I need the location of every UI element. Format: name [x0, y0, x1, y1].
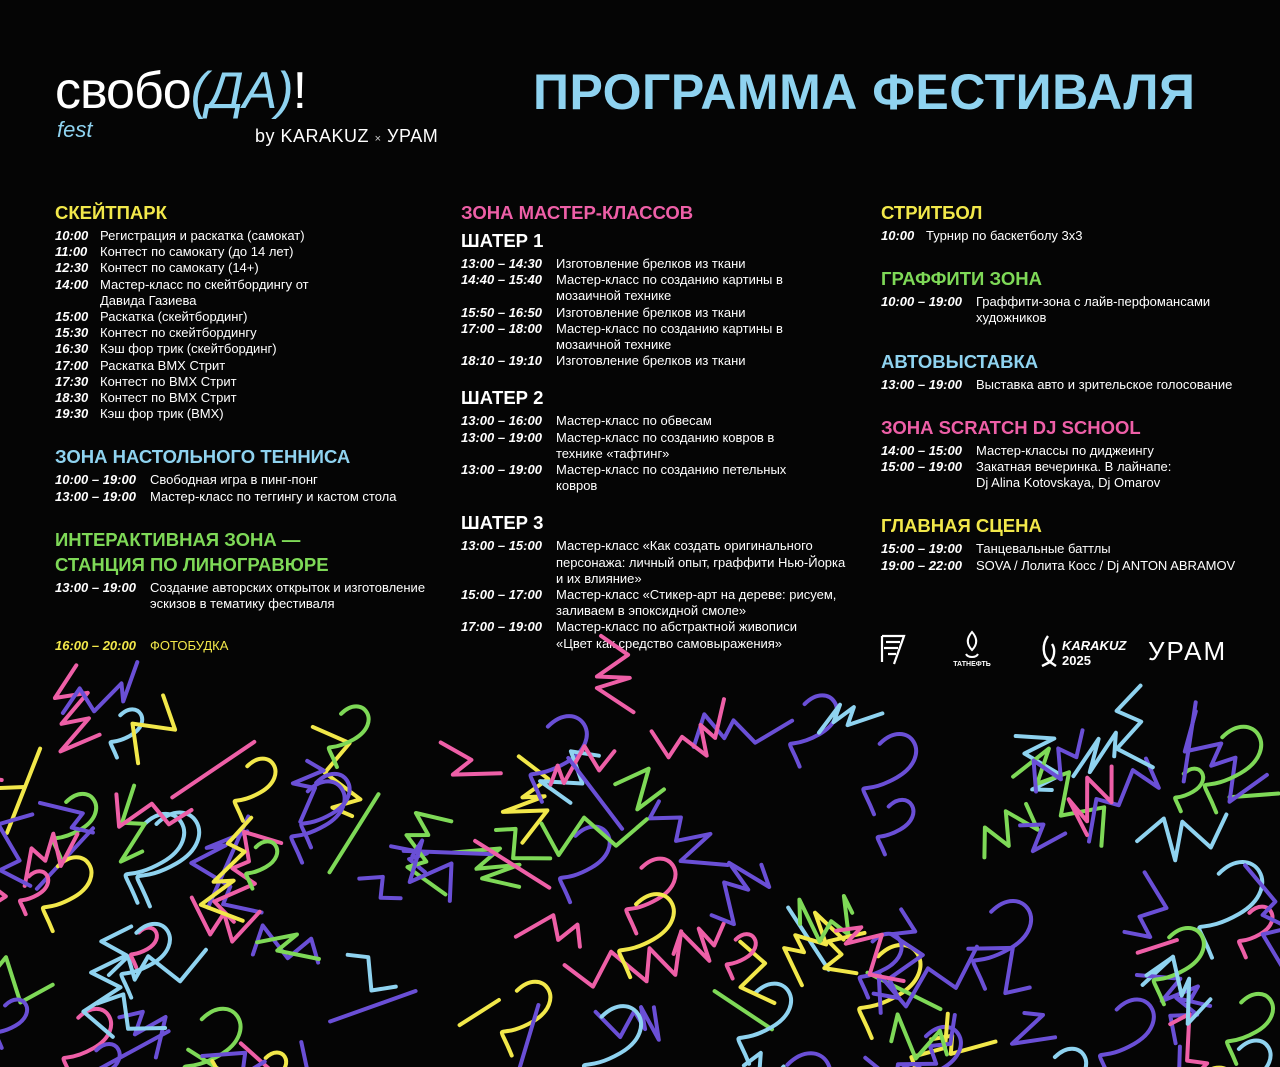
tatneft-logo — [948, 628, 996, 670]
section-title-interactive — [55, 527, 450, 577]
tent3-schedule — [461, 538, 866, 651]
schedule-row — [55, 489, 450, 505]
description: Контест по BMX Стрит — [100, 390, 237, 406]
logo-word2: (ДА) — [190, 62, 293, 120]
schedule-row — [881, 228, 1271, 244]
schedule-row — [461, 413, 866, 429]
tent2-schedule — [461, 413, 866, 494]
description: Раскатка BMX Стрит — [100, 357, 226, 373]
mainstage-schedule — [881, 541, 1271, 573]
time: 15:00 – 19:00 — [881, 541, 962, 557]
doodle-stroke — [63, 1009, 111, 1067]
section-title-mainstage: ГЛАВНАЯ СЦЕНА — [881, 515, 1042, 537]
description: Граффити-зона с лайв-перфомансами художников — [976, 294, 1211, 326]
schedule-row — [881, 377, 1271, 393]
section-title-tennis: ЗОНА НАСТОЛЬНОГО ТЕННИСА — [55, 446, 351, 468]
time: 17:00 – 18:00 — [461, 320, 542, 336]
republic-emblem-icon — [878, 628, 910, 668]
time: 18:30 — [55, 390, 89, 406]
description: Выставка авто и зрительское голосование — [976, 376, 1233, 392]
time: 13:00 – 14:30 — [461, 256, 542, 271]
doodle-stroke — [973, 901, 1031, 989]
time: 13:00 – 16:00 — [461, 413, 542, 429]
tatneft-text: ТАТНЕФТЬ — [953, 661, 991, 668]
doodle-stroke — [859, 945, 920, 1038]
doodle-stroke — [126, 814, 185, 903]
description: Мастер-класс по созданию картины в мозаичной технике — [556, 272, 783, 304]
autoshow-schedule — [881, 377, 1271, 393]
graffiti-schedule — [881, 294, 1271, 326]
schedule-row — [55, 244, 450, 260]
festival-logo — [55, 60, 439, 150]
time: 10:00 – 19:00 — [881, 294, 962, 310]
description: Мастер-класс по созданию картины в мозаичной технике — [556, 320, 783, 353]
karakuz-text: KARAKUZ — [1062, 638, 1127, 653]
doodle-stroke — [740, 942, 774, 1003]
doodle-stroke — [712, 863, 770, 924]
time: 13:00 – 19:00 — [461, 462, 542, 478]
doodle-stroke — [0, 1000, 27, 1048]
doodle-stroke — [330, 991, 416, 1022]
time: 10:00 — [881, 228, 915, 243]
time: 18:10 – 19:10 — [461, 353, 542, 369]
time: 13:00 – 19:00 — [881, 376, 962, 392]
time: 15:00 — [55, 309, 89, 325]
description: Мастер-класс по обвесам — [556, 413, 712, 429]
tent-title: ШАТЕР 2 — [461, 387, 544, 409]
schedule-row — [461, 430, 866, 462]
time: 16:30 — [55, 341, 89, 357]
doodle-stroke — [516, 915, 580, 947]
time: 17:30 — [55, 373, 89, 389]
description: Контест по скейтбордингу — [100, 325, 257, 341]
time: 12:30 — [55, 260, 89, 276]
schedule-row — [461, 305, 866, 321]
column-left — [55, 200, 450, 654]
doodle-stroke — [1175, 769, 1203, 812]
description: Мастер-класс по абстрактной живописи «Цвет как средство самовыражения» — [556, 619, 797, 651]
description: Контест по самокату (до 14 лет) — [100, 244, 294, 260]
title-line: СТАНЦИЯ ПО ЛИНОГРАВЮРЕ — [55, 553, 329, 575]
description: Контест по самокату (14+) — [100, 260, 259, 276]
schedule-row — [461, 587, 866, 619]
schedule-row — [881, 459, 1271, 491]
description: Изготовление брелков из ткани — [556, 304, 746, 320]
time: 13:00 – 19:00 — [55, 488, 136, 504]
doodle-stroke — [0, 885, 6, 962]
schedule-row — [55, 358, 450, 374]
schedule-row — [55, 309, 450, 325]
description: SOVA / Лолита Косс / Dj ANTON ABRAMOV — [976, 557, 1236, 573]
schedule-row — [461, 619, 866, 651]
doodle-stroke — [348, 955, 396, 991]
doodle-stroke — [650, 801, 728, 865]
column-right — [881, 200, 1271, 574]
doodle-stroke — [441, 743, 501, 775]
logo-fest: fest — [57, 117, 93, 142]
schedule-row — [55, 374, 450, 390]
description: Изготовление брелков из ткани — [556, 256, 746, 271]
interactive-schedule — [55, 580, 450, 612]
time: 15:00 – 17:00 — [461, 587, 542, 603]
doodle-stroke — [1100, 1000, 1154, 1067]
schedule-row — [881, 541, 1271, 557]
time: 14:40 – 15:40 — [461, 272, 542, 288]
logo-times: × — [374, 133, 382, 145]
sponsor-logos — [878, 628, 1238, 672]
time: 17:00 — [55, 357, 89, 373]
section-title-graffiti: ГРАФФИТИ ЗОНА — [881, 268, 1042, 290]
section-title-streetball: СТРИТБОЛ — [881, 202, 983, 223]
schedule-row — [461, 538, 866, 587]
tent-title: ШАТЕР 3 — [461, 512, 544, 534]
doodle-stroke — [1138, 940, 1177, 953]
doodle-stroke — [0, 717, 2, 780]
doodle-stroke — [984, 804, 1037, 857]
doodle-stroke — [652, 699, 724, 757]
doodle-stroke — [235, 759, 276, 821]
description: Турнир по баскетболу 3х3 — [926, 228, 1083, 243]
doodle-stroke — [1012, 1013, 1055, 1044]
schedule-row — [461, 321, 866, 353]
schedule-row — [55, 228, 450, 244]
description: Мастер-класс по созданию петельных ковров — [556, 462, 787, 494]
schedule-row — [55, 277, 450, 309]
tennis-schedule — [55, 472, 450, 504]
doodle-stroke — [1041, 1049, 1086, 1067]
schedule-row — [55, 341, 450, 357]
description: Танцевальные баттлы — [976, 541, 1111, 557]
schedule-row — [55, 390, 450, 406]
time: 13:00 – 19:00 — [461, 429, 542, 445]
doodle-stroke — [0, 746, 25, 788]
description: Кэш фор трик (BMX) — [100, 406, 224, 422]
decorative-doodle-pattern — [0, 708, 1280, 1067]
doodle-stroke — [246, 841, 277, 888]
time: 10:00 – 19:00 — [55, 472, 136, 488]
logo-partner1: KARAKUZ — [280, 126, 370, 146]
doodle-stroke — [517, 1005, 539, 1067]
time: 14:00 — [55, 276, 89, 292]
doodle-stroke — [1117, 686, 1153, 768]
time: 15:50 – 16:50 — [461, 304, 542, 320]
logo-word1: свобо — [55, 62, 191, 120]
logo-by: by — [255, 126, 276, 146]
photobooth — [55, 638, 450, 654]
dj-schedule — [881, 443, 1271, 492]
doodle-stroke — [1020, 825, 1065, 852]
schedule-row — [55, 638, 450, 654]
doodle-stroke — [568, 758, 622, 829]
description: Закатная вечеринка. В лайнапе: Dj Alina Kotovskaya, Dj Omarov — [976, 459, 1172, 491]
section-title-dj: ЗОНА SCRATCH DJ SCHOOL — [881, 416, 1141, 438]
time: 10:00 — [55, 228, 89, 243]
schedule-row — [881, 558, 1271, 574]
section-title-masterclasses: ЗОНА МАСТЕР-КЛАССОВ — [461, 202, 694, 223]
schedule-row — [881, 294, 1271, 326]
doodle-stroke — [1125, 872, 1167, 937]
time: 15:00 – 19:00 — [881, 459, 962, 475]
time: 13:00 – 19:00 — [55, 579, 136, 595]
doodle-stroke — [172, 742, 254, 798]
description: Раскатка (скейтбординг) — [100, 309, 248, 325]
schedule-row — [881, 443, 1271, 459]
tent1-schedule — [461, 256, 866, 369]
doodle-stroke — [0, 957, 53, 1002]
schedule-row — [55, 260, 450, 276]
doodle-stroke — [878, 800, 914, 855]
time: 17:00 – 19:00 — [461, 619, 542, 635]
doodle-stroke — [1105, 1047, 1180, 1067]
schedule-row — [55, 406, 450, 422]
section-title-autoshow: АВТОВЫСТАВКА — [881, 350, 1039, 372]
description: Мастер-класс по теггингу и кастом стола — [150, 488, 397, 504]
description: Мастер-класс по скейтбордингу от Давида Газиева — [100, 276, 309, 308]
logo-byline — [255, 126, 438, 149]
doodle-stroke — [1227, 994, 1273, 1064]
column-middle — [461, 200, 866, 652]
karakuz-year: 2025 — [1062, 653, 1091, 668]
time: 14:00 – 15:00 — [881, 442, 962, 458]
description: Мастер-класс «Как создать оригинального персонажа: личный опыт, граффити Нью-Йорка и их влияние» — [556, 538, 846, 586]
tent-title: ШАТЕР 1 — [461, 230, 544, 251]
description: Свободная игра в пинг-понг — [150, 472, 318, 488]
description: ФОТОБУДКА — [150, 638, 229, 654]
description: Мастер-класс по созданию ковров в технике «тафтинг» — [556, 429, 775, 461]
time: 13:00 – 15:00 — [461, 538, 542, 554]
doodle-stroke — [1137, 815, 1226, 861]
time: 19:30 — [55, 406, 89, 422]
logo-partner2: УРАМ — [387, 126, 439, 146]
title-line: ИНТЕРАКТИВНАЯ ЗОНА — — [55, 528, 301, 550]
page-title: ПРОГРАММА ФЕСТИВАЛЯ — [533, 64, 1196, 120]
description: Кэш фор трик (скейтбординг) — [100, 341, 277, 357]
schedule-row — [461, 353, 866, 369]
karakuz-logo — [1038, 628, 1127, 672]
description: Изготовление брелков из ткани — [556, 353, 746, 369]
time: 16:00 – 20:00 — [55, 638, 136, 654]
streetball-schedule — [881, 228, 1271, 244]
schedule-row — [461, 256, 866, 272]
schedule-row — [55, 580, 450, 612]
schedule-row — [461, 462, 866, 494]
description: Мастер-классы по диджеингу — [976, 442, 1154, 458]
doodle-stroke — [43, 857, 92, 931]
logo-wordmark — [55, 60, 306, 122]
doodle-stroke — [768, 1053, 830, 1067]
doodle-stroke — [359, 877, 400, 898]
time: 11:00 — [55, 244, 88, 260]
skatepark-schedule — [55, 228, 450, 422]
section-title-skatepark: СКЕЙТПАРК — [55, 202, 167, 223]
doodle-stroke — [460, 1000, 499, 1025]
doodle-stroke — [184, 1009, 240, 1067]
description: Мастер-класс «Стикер-арт на дереве: рисуем, заливаем в эпоксидной смоле» — [556, 587, 837, 619]
schedule-row — [55, 325, 450, 341]
description: Контест по BMX Стрит — [100, 373, 237, 389]
doodle-stroke — [560, 827, 610, 903]
uram-logo — [1146, 628, 1236, 672]
time: 15:30 — [55, 325, 89, 341]
schedule-row — [55, 472, 450, 488]
doodle-stroke — [790, 695, 837, 766]
schedule-row — [461, 272, 866, 304]
doodle-stroke — [542, 818, 647, 855]
description: Регистрация и раскатка (самокат) — [100, 228, 305, 243]
uram-text: УРАМ — [1148, 636, 1228, 666]
logo-word3: ! — [292, 62, 307, 120]
description: Создание авторских открыток и изготовление эскизов в тематику фестиваля — [150, 579, 426, 612]
time: 19:00 – 22:00 — [881, 557, 962, 573]
